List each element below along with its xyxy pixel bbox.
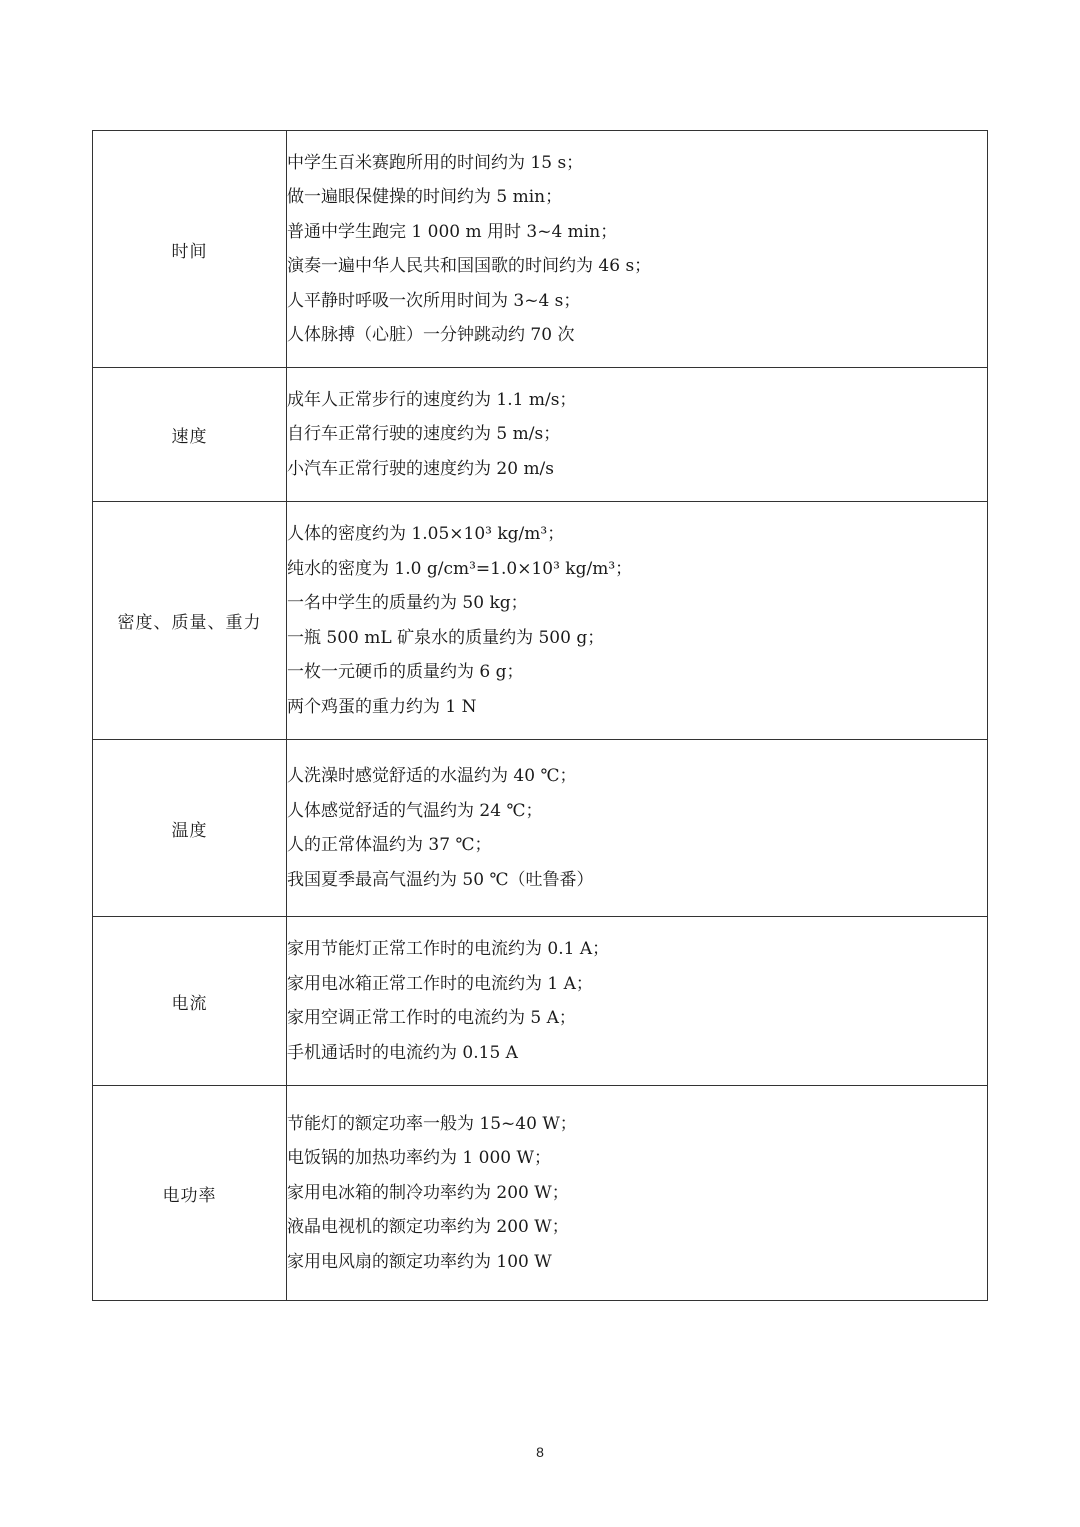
items-cell xyxy=(287,131,988,368)
list-item: 一枚一元硬币的质量约为 6 g； xyxy=(287,662,524,682)
list-item: 人体脉搏（心脏）一分钟跳动约 70 次 xyxy=(287,325,575,345)
list-item: 人洗澡时感觉舒适的水温约为 40 ℃； xyxy=(287,766,577,786)
table-row-speed xyxy=(93,368,988,502)
item-list xyxy=(287,383,987,487)
category-cell: 电功率 xyxy=(93,1086,287,1301)
table-row-density-mass-gravity xyxy=(93,502,988,740)
list-item: 人体感觉舒适的气温约为 24 ℃； xyxy=(287,800,543,821)
list-item: 自行车正常行驶的速度约为 5 m/s； xyxy=(287,424,561,445)
list-item: 纯水的密度为 1.0 g/cm³=1.0×10³ kg/m³； xyxy=(287,558,633,579)
category-cell: 密度、质量、重力 xyxy=(93,502,287,740)
category-cell: 时间 xyxy=(93,131,287,368)
item-list xyxy=(287,517,987,724)
list-item: 电饭锅的加热功率约为 1 000 W； xyxy=(287,1148,551,1169)
list-item: 人体的密度约为 1.05×10³ kg/m³； xyxy=(287,524,565,544)
page-number: 8 xyxy=(536,1444,544,1460)
list-item: 家用节能灯正常工作时的电流约为 0.1 A； xyxy=(287,939,610,959)
category-cell: 温度 xyxy=(93,740,287,917)
list-item: 普通中学生跑完 1 000 m 用时 3~4 min； xyxy=(287,221,618,242)
list-item: 家用电冰箱正常工作时的电流约为 1 A； xyxy=(287,973,593,994)
table-row-current xyxy=(93,917,988,1086)
list-item: 家用电风扇的额定功率约为 100 W xyxy=(287,1251,552,1272)
list-item: 一名中学生的质量约为 50 kg； xyxy=(287,593,528,613)
items-cell xyxy=(287,502,988,740)
items-cell xyxy=(287,1086,988,1301)
category-cell: 速度 xyxy=(93,368,287,502)
list-item: 人的正常体温约为 37 ℃； xyxy=(287,835,492,855)
table-row-power xyxy=(93,1086,988,1301)
list-item: 成年人正常步行的速度约为 1.1 m/s； xyxy=(287,389,577,410)
list-item: 节能灯的额定功率一般为 15~40 W； xyxy=(287,1113,577,1134)
list-item: 两个鸡蛋的重力约为 1 N xyxy=(287,696,477,717)
list-item: 做一遍眼保健操的时间约为 5 min； xyxy=(287,187,563,207)
list-item: 小汽车正常行驶的速度约为 20 m/s xyxy=(287,458,555,479)
list-item: 手机通话时的电流约为 0.15 A xyxy=(287,1042,518,1063)
list-item: 家用电冰箱的制冷功率约为 200 W； xyxy=(287,1182,569,1203)
list-item: 一瓶 500 mL 矿泉水的质量约为 500 g； xyxy=(287,627,605,648)
list-item: 人平静时呼吸一次所用时间为 3~4 s； xyxy=(287,290,581,311)
list-item: 演奏一遍中华人民共和国国歌的时间约为 46 s； xyxy=(287,256,652,276)
items-cell xyxy=(287,740,988,917)
table-row-temperature xyxy=(93,740,988,917)
estimates-table xyxy=(92,130,988,1301)
item-list xyxy=(287,932,987,1070)
table-row-time xyxy=(93,131,988,368)
item-list xyxy=(287,1107,987,1280)
list-item: 液晶电视机的额定功率约为 200 W； xyxy=(287,1217,569,1238)
item-list xyxy=(287,759,987,897)
list-item: 家用空调正常工作时的电流约为 5 A； xyxy=(287,1008,576,1028)
items-cell xyxy=(287,917,988,1086)
list-item: 中学生百米赛跑所用的时间约为 15 s； xyxy=(287,152,584,173)
list-item: 我国夏季最高气温约为 50 ℃（吐鲁番） xyxy=(287,869,594,890)
category-cell: 电流 xyxy=(93,917,287,1086)
items-cell xyxy=(287,368,988,502)
item-list xyxy=(287,146,987,353)
